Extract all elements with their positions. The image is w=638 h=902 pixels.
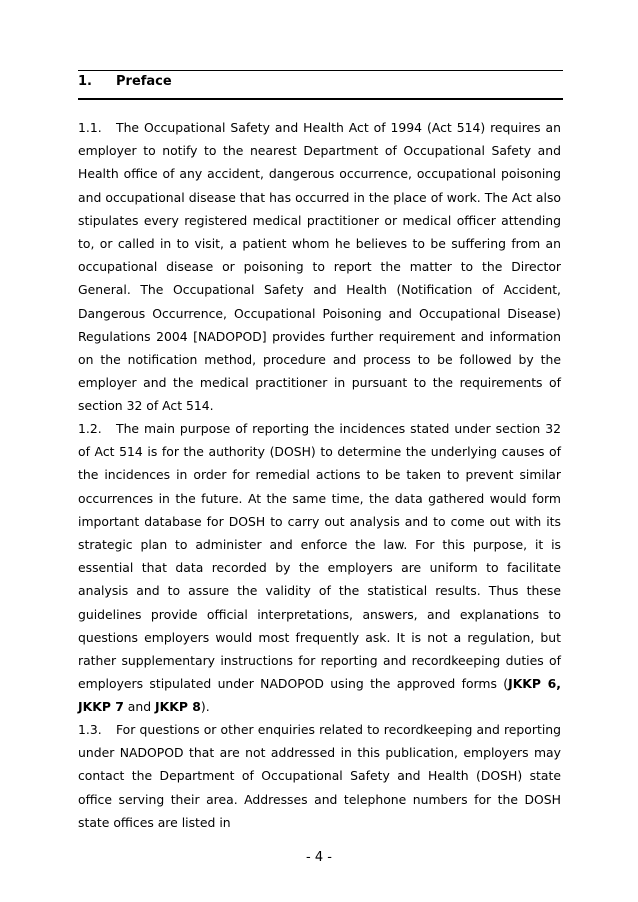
- section-heading: [78, 74, 172, 89]
- paragraph-number: 1.1.: [78, 120, 102, 135]
- heading-bottom-rule: [78, 98, 563, 100]
- form-reference-bold: JKKP 8: [155, 699, 201, 715]
- paragraph-1-3: [78, 718, 561, 834]
- paragraph-1-1: [78, 116, 561, 418]
- paragraph-number: 1.2.: [78, 421, 102, 436]
- paragraph-number: 1.3.: [78, 722, 102, 737]
- paragraph-text: The Occupational Safety and Health Act of 1994 (Act 514) requires an employer to notify to the nearest Department of Occupational Safety and Health office of any accident, dangerous occurrence, occupational poisoning and occupational disease that has occurred in the place of work. The Act also stipulates every registered medical practitioner or medical officer attending to, or called in to visit, a patient whom he believes to be suffering from an occupational disease or poisoning to report the matter to the Director General. The Occupational Safety and Health (Notification of Accident, Dangerous Occurrence, Occupational Poisoning and Occupational Disease) Regulations 2004 [NADOPOD] provides further requirement and information on the notification method, procedure and process to be followed by the employer and the medical practitioner in pursuant to the requirements of section 32 of Act 514.: [78, 120, 561, 414]
- heading-top-rule: [78, 70, 563, 71]
- form-reference-bold: JKKP 6, JKKP 7: [78, 676, 561, 715]
- paragraph-text: The main purpose of reporting the incidences stated under section 32 of Act 514 is for the authority (DOSH) to determine the underlying causes of the incidences in order for remedial actions to be taken to prevent similar occurrences in the future. At the same time, the data gathered would form important database for DOSH to carry out analysis and to come out with its strategic plan to administer and enforce the law. For this purpose, it is essential that data recorded by the employers are uniform to facilitate analysis and to assure the validity of the statistical results. Thus these guidelines provide official interpretations, answers, and explanations to questions employers would most frequently ask. It is not a regulation, but rather supplementary instructions for reporting and recordkeeping duties of employers stipulated under NADOPOD using the approved forms (: [78, 421, 561, 692]
- section-number: 1.: [78, 74, 92, 89]
- section-title: Preface: [116, 74, 172, 89]
- paragraph-text: For questions or other enquiries related to recordkeeping and reporting under NADOPOD that are not addressed in this publication, employers may contact the Department of Occupational Safety and Health (DOSH) state office serving their area. Addresses and telephone numbers for the DOSH state offices are listed in: [78, 722, 561, 830]
- page-number: - 4 -: [306, 850, 332, 865]
- paragraph-text-connector: and: [123, 699, 156, 715]
- paragraph-1-2: [78, 417, 561, 719]
- paragraph-text-end: ).: [200, 699, 210, 715]
